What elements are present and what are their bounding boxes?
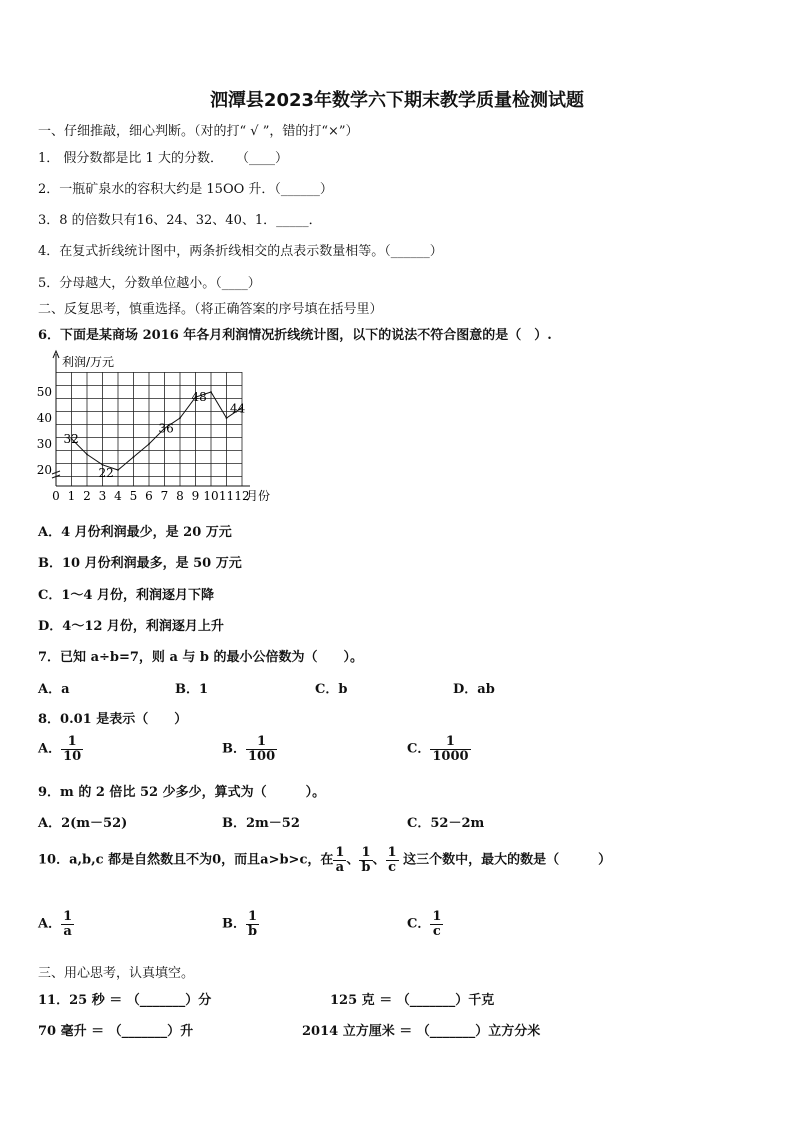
question-11-part-4: 2014 立方厘米 ＝ （_______）立方分米 — [302, 1024, 541, 1039]
question-4: 4．在复式折线统计图中，两条折线相交的点表示数量相等。（______） — [38, 244, 443, 259]
question-7-stem: 7．已知 a÷b=7，则 a 与 b 的最小公倍数为（ ）。 — [38, 650, 364, 665]
option-label: B． — [222, 741, 246, 757]
fraction-denominator: a — [335, 859, 345, 875]
chart-grid — [56, 372, 242, 486]
question-7-option-c: C．b — [315, 682, 348, 697]
fraction — [61, 735, 83, 763]
profit-line-chart — [30, 346, 300, 506]
chart-axes — [52, 351, 250, 486]
fraction-denominator: c — [432, 923, 441, 939]
question-10-stem-before: 10．a,b,c 都是自然数且不为0，而且a>b>c，在 — [38, 852, 334, 868]
page-title: 泗潭县2023年数学六下期末教学质量检测试题 — [209, 90, 585, 111]
fraction-numerator: 1 — [61, 735, 83, 750]
question-6-option-a: A．4 月份利润最少，是 20 万元 — [38, 525, 232, 540]
option-label: C． — [407, 916, 431, 932]
question-8-option-b — [222, 735, 277, 763]
fraction-numerator: 1 — [63, 909, 73, 924]
option-label: A． — [38, 916, 62, 932]
option-label: A． — [38, 741, 62, 757]
question-10-option-a — [38, 910, 74, 938]
x-tick-label: 8 — [176, 489, 184, 503]
fraction — [246, 910, 259, 938]
section3-heading: 三、用心思考，认真填空。 — [38, 966, 195, 981]
question-8-option-c — [407, 735, 471, 763]
question-2: 2．一瓶矿泉水的容积大约是 15OO 升．（______） — [38, 182, 333, 197]
fraction — [246, 735, 277, 763]
x-tick-label: 1 — [67, 489, 76, 503]
x-tick-label: 9 — [191, 489, 200, 503]
x-tick-label: 4 — [114, 489, 122, 503]
x-tick-label: 3 — [98, 489, 107, 503]
question-9-stem: 9．m 的 2 倍比 52 少多少，算式为（ ）。 — [38, 785, 326, 800]
fraction-numerator: 1 — [432, 909, 442, 924]
y-tick-label: 30 — [36, 437, 52, 451]
option-label: B． — [222, 916, 246, 932]
question-7-option-d: D．ab — [453, 682, 495, 697]
fraction — [359, 846, 372, 874]
fraction-denominator: a — [63, 923, 72, 939]
x-tick-label: 5 — [129, 489, 138, 503]
option-label: C． — [407, 741, 431, 757]
fraction-numerator: 1 — [246, 910, 259, 925]
question-9-option-a: A．2(m－52) — [38, 816, 128, 831]
data-point — [148, 443, 150, 445]
data-label: 22 — [98, 465, 114, 480]
data-label: 48 — [191, 390, 207, 405]
question-5: 5．分母越大，分数单位越小。（____） — [38, 276, 261, 291]
y-tick-label: 20 — [36, 463, 52, 477]
question-1: 1． 假分数都是比 1 大的分数． （____） — [38, 151, 288, 166]
chart-series — [71, 391, 243, 471]
fraction — [61, 910, 74, 938]
y-axis-label: 利润/万元 — [62, 355, 115, 369]
separator: 、 — [372, 852, 386, 868]
question-10-option-b — [222, 910, 259, 938]
fraction — [333, 846, 346, 874]
section2-heading: 二、反复思考，慎重选择。（将正确答案的序号填在括号里） — [38, 302, 383, 317]
fraction-denominator: b — [361, 859, 371, 875]
question-10-stem — [38, 846, 611, 874]
question-6-option-b: B．10 月份利润最多，是 50 万元 — [38, 556, 242, 571]
question-11-part-1: 11．25 秒 ＝ （_______）分 — [38, 993, 212, 1008]
fraction-numerator: 1 — [359, 846, 372, 861]
question-6-option-d: D．4～12 月份，利润逐月上升 — [38, 619, 224, 634]
section1-heading: 一、仔细推敲，细心判断。（对的打“ √ ”，错的打“×”） — [38, 124, 359, 139]
x-tick-label: 7 — [160, 489, 169, 503]
question-6-stem: 6．下面是某商场 2016 年各月利润情况折线统计图，以下的说法不符合图意的是（ ）. — [38, 328, 552, 343]
data-point — [179, 417, 181, 419]
question-10-option-c — [407, 910, 443, 938]
question-6-option-c: C．1～4 月份，利润逐月下降 — [38, 588, 214, 603]
y-tick-label: 50 — [36, 385, 52, 399]
data-label: 32 — [63, 431, 79, 446]
question-8-option-a — [38, 735, 83, 763]
fraction-denominator: c — [388, 859, 397, 875]
fraction-numerator: 1 — [335, 845, 345, 860]
x-tick-label: 11 — [218, 489, 235, 503]
data-label: 44 — [230, 401, 246, 416]
question-10-stem-after: 这三个数中，最大的数是（ ） — [403, 852, 612, 868]
fraction-denominator: b — [248, 923, 258, 939]
fraction-denominator: 100 — [248, 748, 276, 764]
x-tick-label: 6 — [145, 489, 153, 503]
question-8-stem: 8．0.01 是表示（ ） — [38, 712, 188, 727]
separator: 、 — [346, 852, 360, 868]
fraction-denominator: 10 — [63, 748, 82, 764]
fraction-numerator: 1 — [246, 735, 277, 750]
fraction-denominator: 1000 — [432, 748, 469, 764]
x-tick-label: 12 — [234, 489, 250, 503]
data-point — [133, 456, 135, 458]
question-9-option-b: B．2m－52 — [222, 816, 300, 831]
data-point — [86, 454, 88, 456]
y-tick-label: 40 — [36, 411, 52, 425]
x-tick-label: 2 — [83, 489, 91, 503]
question-11-part-2: 125 克 ＝ （_______）千克 — [330, 993, 495, 1008]
x-axis-label: 月份 — [246, 489, 271, 503]
fraction-numerator: 1 — [430, 735, 470, 750]
fraction — [386, 846, 399, 874]
x-tick-label: 0 — [52, 489, 60, 503]
question-7-option-a: A．a — [38, 682, 70, 697]
fraction — [430, 735, 470, 763]
data-label: 36 — [158, 421, 174, 436]
fraction-numerator: 1 — [387, 845, 397, 860]
fraction — [430, 910, 443, 938]
x-tick-label: 10 — [203, 489, 219, 503]
series-line — [72, 392, 243, 470]
question-7-option-b: B．1 — [175, 682, 209, 697]
data-point — [117, 469, 119, 471]
question-11-part-3: 70 毫升 ＝ （_______）升 — [38, 1024, 194, 1039]
data-point — [210, 391, 212, 393]
question-3: 3．8 的倍数只有16、24、32、40、1．_____． — [38, 213, 322, 228]
question-9-option-c: C．52－2m — [407, 816, 485, 831]
data-point — [226, 417, 228, 419]
